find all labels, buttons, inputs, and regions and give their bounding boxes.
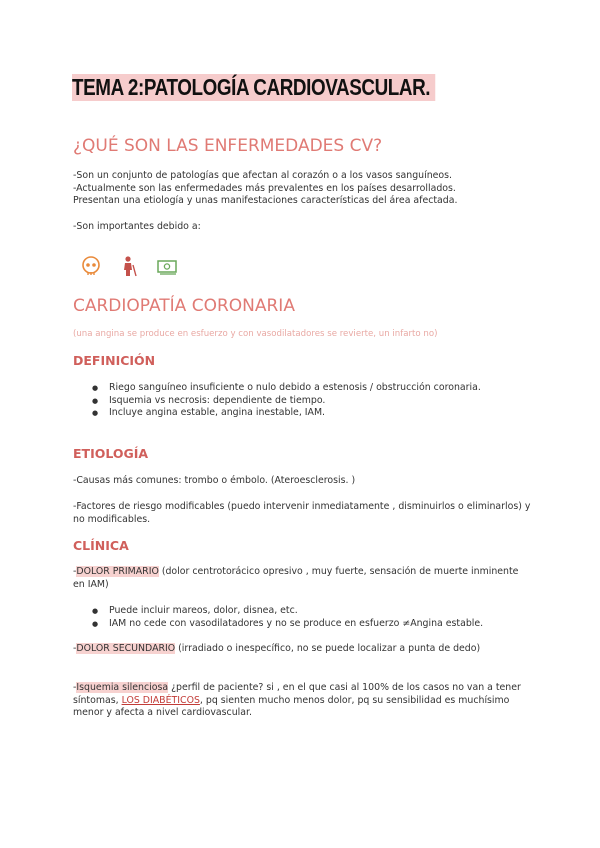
list-item: ● Puede incluir mareos, dolor, disnea, etc. <box>92 605 532 618</box>
subheading-etiologia: ETIOLOGÍA <box>73 446 149 461</box>
dolor-secundario-paragraph: -DOLOR SECUNDARIO (irradiado o inespecífico, no se puede localizar a punta de dedo) <box>73 643 481 654</box>
etiologia-line-2: -Factores de riesgo modificables (puedo intervenir inmediatamente , disminuirlos o eliminarlos) y no modificables. <box>73 501 531 525</box>
section-heading-enfermedades-cv: ¿QUÉ SON LAS ENFERMEDADES CV? <box>73 136 383 156</box>
subheading-definicion: DEFINICIÓN <box>73 353 156 368</box>
page-title: TEMA 2:PATOLOGÍA CARDIOVASCULAR. <box>72 74 435 101</box>
diabeticos-emphasis: LOS DIABÉTICOS <box>121 694 200 706</box>
isquemia-label: Isquemia silenciosa <box>76 682 169 693</box>
dolor-secundario-text: (irradiado o inespecífico, no se puede localizar a punta de dedo) <box>175 643 481 654</box>
important-line: -Son importantes debido a: <box>73 221 201 232</box>
dolor-secundario-label: DOLOR SECUNDARIO <box>76 643 176 654</box>
money-icon <box>156 255 178 277</box>
intro-line-3: Presentan una etiología y unas manifestaciones características del área afectada. <box>73 195 458 206</box>
angina-note: (una angina se produce en esfuerzo y con vasodilatadores se revierte, un infarto no) <box>73 329 438 339</box>
intro-paragraph <box>73 170 533 208</box>
list-item: ● Riego sanguíneo insuficiente o nulo debido a estenosis / obstrucción coronaria. <box>92 382 532 395</box>
definicion-list <box>92 382 532 420</box>
section-heading-cardiopatia: CARDIOPATÍA CORONARIA <box>73 296 295 316</box>
intro-line-1: -Son un conjunto de patologías que afectan al corazón o a los vasos sanguíneos. <box>73 170 453 181</box>
list-item: ● Incluye angina estable, angina inestable, IAM. <box>92 407 532 420</box>
dolor-primario-label: DOLOR PRIMARIO <box>76 566 159 577</box>
intro-line-2: -Actualmente son las enfermedades más prevalentes en los países desarrollados. <box>73 182 456 194</box>
elderly-person-icon <box>118 255 140 277</box>
etiologia-line-1: -Causas más comunes: trombo o émbolo. (Ateroesclerosis. ) <box>73 475 356 486</box>
isquemia-paragraph: -Isquemia silenciosa ¿perfil de paciente? si , en el que casi al 100% de los casos no van a tener síntomas, LOS DIABÉTICOS, pq sienten mucho menos dolor, pq su sensibilidad es muchísimo menor y afecta a nivel cardiovascular. <box>73 682 521 718</box>
list-item: ● Isquemia vs necrosis: dependiente de tiempo. <box>92 395 532 408</box>
isquemia-text-1: ¿perfil de paciente? si , en el que casi al 100% de los casos no van a tener síntomas, <box>73 682 521 706</box>
dolor-primario-paragraph: -DOLOR PRIMARIO (dolor centrotorácico opresivo , muy fuerte, sensación de muerte inminente en IAM) <box>73 566 519 590</box>
skull-icon <box>80 255 102 277</box>
isquemia-text-2: , pq sienten mucho menos dolor, pq su sensibilidad es muchísimo menor y afecta a nivel cardiovascular. <box>73 694 510 718</box>
subheading-clinica: CLÍNICA <box>73 538 129 553</box>
list-item: ● IAM no cede con vasodilatadores y no se produce en esfuerzo ≠Angina estable. <box>92 618 532 631</box>
icon-row <box>80 255 178 277</box>
clinica-list <box>92 605 532 630</box>
dolor-primario-text: (dolor centrotorácico opresivo , muy fuerte, sensación de muerte inminente en IAM) <box>73 566 519 590</box>
